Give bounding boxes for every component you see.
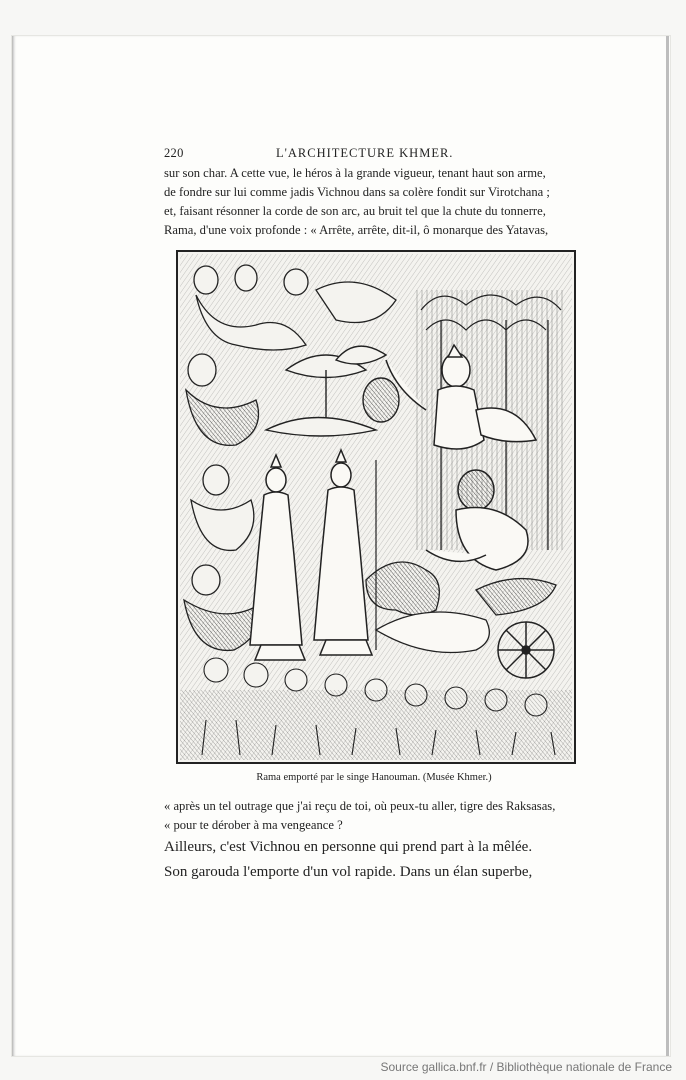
page-number: 220 — [164, 146, 184, 160]
text-line: sur son char. A cette vue, le héros à la grande vigueur, tenant haut son arme, — [164, 166, 546, 180]
text-line: de fondre sur lui comme jadis Vichnou dans sa colère fondit sur Virotchana ; — [164, 185, 550, 199]
text-line: « après un tel outrage que j'ai reçu de toi, où peux-tu aller, tigre des Raksasas, — [164, 799, 556, 813]
running-title: L'ARCHITECTURE KHMER. — [276, 146, 454, 160]
text-line: et, faisant résonner la corde de son arc, au bruit tel que la chute du tonnerre, — [164, 204, 546, 218]
source-credit-link[interactable]: Source gallica.bnf.fr / Bibliothèque nationale de France — [380, 1060, 672, 1074]
text-line: Son garouda l'emporte d'un vol rapide. Dans un élan superbe, — [164, 864, 533, 880]
text-line: Ailleurs, c'est Vichnou en personne qui prend part à la mêlée. — [164, 839, 533, 855]
text-line: Rama, d'une voix profonde : « Arrête, arrête, dit-il, ô monarque des Yatavas, — [164, 223, 549, 237]
paragraph-quote — [164, 797, 584, 835]
paragraph-large — [164, 835, 584, 885]
bas-relief-engraving — [176, 250, 576, 764]
engraving-illustration — [176, 250, 576, 764]
text-line: « pour te dérober à ma vengeance ? — [164, 818, 343, 832]
running-header — [164, 146, 584, 162]
paragraph-top — [164, 164, 584, 240]
page-edge — [666, 36, 669, 1056]
figure-caption: Rama emporté par le singe Hanouman. (Musée Khmer.) — [256, 772, 492, 783]
